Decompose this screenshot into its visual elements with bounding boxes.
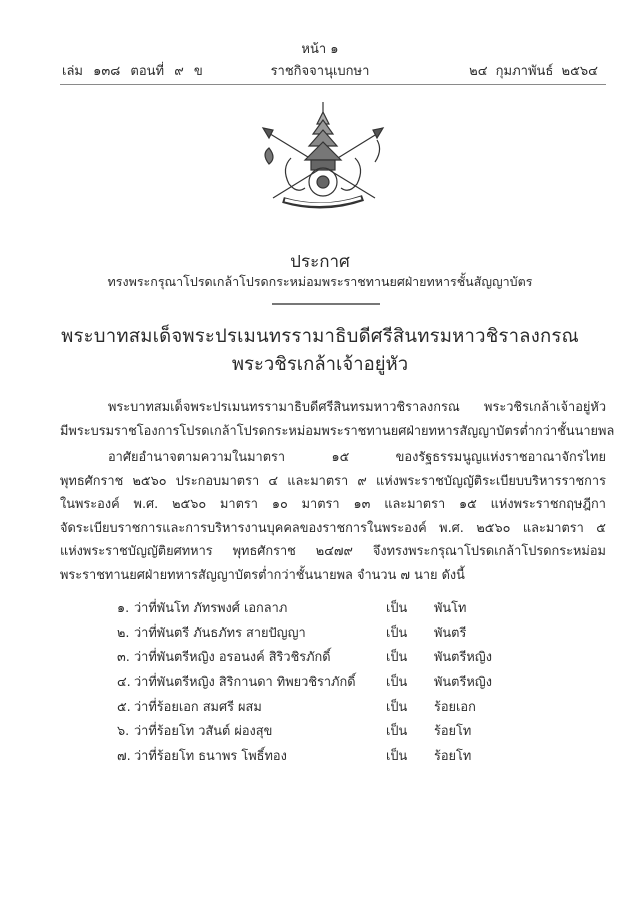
appointment-row [0,745,640,770]
header-rule [60,84,606,85]
officer-name: ว่าที่ร้อยโท วสันต์ ผ่องสุข [134,724,273,740]
announcement-subtitle: ทรงพระกรุณาโปรดเกล้าโปรดกระหม่อมพระราชทานยศฝ่ายทหารชั้นสัญญาบัตร [107,274,533,289]
item-number: ๖. [117,724,130,740]
new-rank: ร้อยโท [434,724,472,740]
publication-date: ๒๔ กุมภาพันธ์ ๒๕๖๔ [469,64,598,79]
king-name-line-1: พระบาทสมเด็จพระปรเมนทรรามาธิบดีศรีสินทรมหาวชิราลงกรณ [61,326,579,347]
volume-issue: เล่ม ๑๓๘ ตอนที่ ๙ ข [62,64,203,79]
paragraph-line: พุทธศักราช ๒๕๖๐ ประกอบมาตรา ๔ และมาตรา ๙ แห่งพระราชบัญญัติระเบียบบริหารราชการ [60,473,606,489]
item-number: ๑. [117,601,130,616]
appointment-verb: เป็น [386,724,408,740]
paragraph-line: อาศัยอำนาจตามความในมาตรา ๑๕ ของรัฐธรรมนูญแห่งราชอาณาจักรไทย [108,450,606,465]
appointment-verb: เป็น [386,675,408,691]
page-number: หน้า ๑ [301,42,339,57]
officer-name: ว่าที่พันโท ภัทรพงศ์ เอกลาภ [134,601,288,616]
paragraph-line: มีพระบรมราชโองการโปรดเกล้าโปรดกระหม่อมพระราชทานยศฝ่ายทหารสัญญาบัตรต่ำกว่าชั้นนายพล [60,423,615,439]
appointment-list [0,597,640,770]
new-rank: พันโท [434,601,467,616]
appointment-row [0,622,640,647]
new-rank: พันตรี [434,625,467,641]
officer-name: ว่าที่พันตรีหญิง สิริกานดา ทิพยวชิราภักดิ์ [134,675,356,691]
officer-name: ว่าที่พันตรีหญิง อรอนงค์ สิริวชิรภักดิ์ [134,650,331,666]
king-name-line-2: พระวชิรเกล้าเจ้าอยู่หัว [231,354,409,375]
new-rank: ร้อยเอก [434,699,476,715]
appointment-verb: เป็น [386,650,408,666]
publication-name: ราชกิจจานุเบกษา [270,64,370,79]
item-number: ๔. [117,675,131,691]
paragraph-line: พระบาทสมเด็จพระปรเมนทรรามาธิบดีศรีสินทรมหาวชิราลงกรณ พระวชิรเกล้าเจ้าอยู่หัว [108,400,606,415]
title-separator [272,303,380,305]
new-rank: พันตรีหญิง [434,675,492,691]
item-number: ๒. [117,625,130,641]
new-rank: พันตรีหญิง [434,650,492,666]
appointment-row [0,696,640,721]
appointment-verb: เป็น [386,601,408,616]
announcement-title: ประกาศ [290,252,350,272]
officer-name: ว่าที่พันตรี ภันธภัทร สายปัญญา [134,625,306,641]
officer-name: ว่าที่ร้อยโท ธนาพร โพธิ์ทอง [134,749,287,765]
paragraph-royal-command [60,396,615,443]
paragraph-line: จัดระเบียบราชการและการบริหารงานบุคคลของราชการในพระองค์ พ.ศ. ๒๕๖๐ และมาตรา ๕ [60,520,606,536]
appointment-row [0,720,640,745]
appointment-verb: เป็น [386,749,408,765]
item-number: ๕. [117,699,131,715]
paragraph-line: ในพระองค์ พ.ศ. ๒๕๖๐ มาตรา ๑๐ มาตรา ๑๓ และมาตรา ๑๕ แห่งพระราชกฤษฎีกา [60,497,606,513]
paragraph-line: พระราชทานยศฝ่ายทหารสัญญาบัตรต่ำกว่าชั้นนายพล จำนวน ๗ นาย ดังนี้ [60,567,465,583]
paragraph-line: แห่งพระราชบัญญัติยศทหาร พุทธศักราช ๒๔๗๙ จึงทรงพระกรุณาโปรดเกล้าโปรดกระหม่อม [60,544,606,560]
item-number: ๗. [117,749,131,765]
appointment-verb: เป็น [386,625,408,641]
item-number: ๓. [117,650,130,666]
new-rank: ร้อยโท [434,749,472,765]
officer-name: ว่าที่ร้อยเอก สมศรี ผสม [134,699,262,715]
appointment-row [0,671,640,696]
royal-emblem-icon [255,100,390,225]
appointment-row [0,597,640,622]
appointment-row [0,646,640,671]
paragraph-legal-basis [60,446,606,588]
appointment-verb: เป็น [386,699,408,715]
